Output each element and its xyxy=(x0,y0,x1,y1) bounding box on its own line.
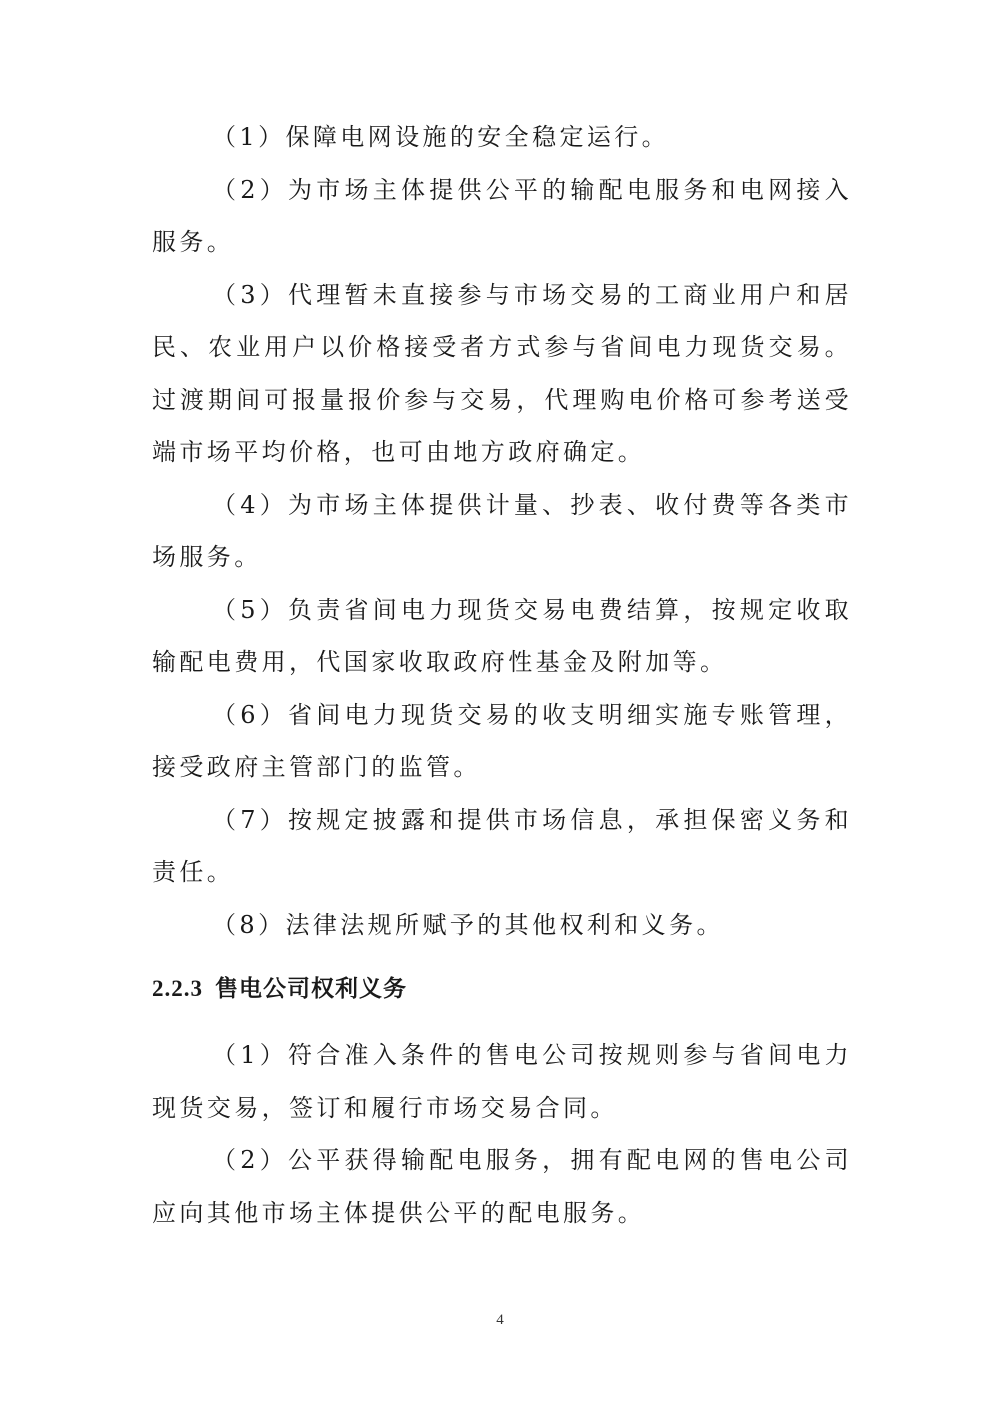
paragraph-item-3: （3）代理暂未直接参与市场交易的工商业用户和居民、农业用户以价格接受者方式参与省间电力现货交易。过渡期间可报量报价参与交易，代理购电价格可参考送受端市场平均价格，也可由地方政府确定。 xyxy=(152,280,852,466)
paragraph-item-b1: （1）符合准入条件的售电公司按规则参与省间电力现货交易，签订和履行市场交易合同。 xyxy=(152,1041,852,1122)
paragraph-item-b2: （2）公平获得输配电服务，拥有配电网的售电公司应向其他市场主体提供公平的配电服务。 xyxy=(152,1146,852,1227)
section-number: 2.2.3 xyxy=(152,976,203,1001)
section-heading xyxy=(152,971,852,1007)
page-number: 4 xyxy=(496,1312,504,1328)
paragraph-item-7: （7）按规定披露和提供市场信息，承担保密义务和责任。 xyxy=(152,805,852,886)
paragraph-item-1: （1）保障电网设施的安全稳定运行。 xyxy=(212,123,670,151)
paragraph-item-6: （6）省间电力现货交易的收支明细实施专账管理，接受政府主管部门的监管。 xyxy=(152,700,852,781)
document-page xyxy=(152,111,852,1239)
section-title: 售电公司权利义务 xyxy=(215,976,407,1002)
paragraph-item-8: （8）法律法规所赋予的其他权利和义务。 xyxy=(212,910,724,939)
paragraph-item-5: （5）负责省间电力现货交易电费结算，按规定收取输配电费用，代国家收取政府性基金及附加等。 xyxy=(152,595,852,676)
paragraph-item-4: （4）为市场主体提供计量、抄表、收付费等各类市场服务。 xyxy=(152,490,852,571)
paragraph-item-2: （2）为市场主体提供公平的输配电服务和电网接入服务。 xyxy=(152,175,852,256)
